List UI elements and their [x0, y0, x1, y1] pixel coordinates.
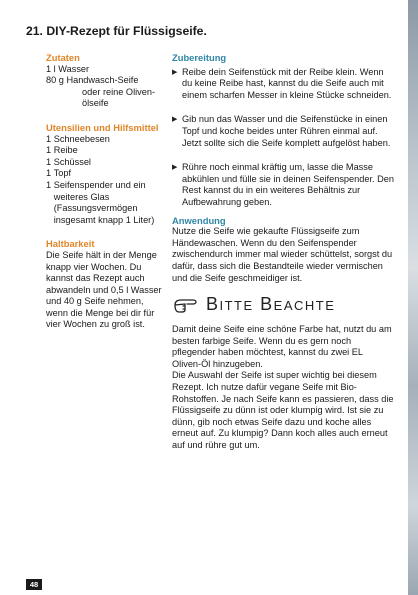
utensil-name: Reibe: [53, 145, 78, 156]
utensil-row: [46, 168, 164, 180]
section-utensilien: [46, 122, 164, 226]
haltbarkeit-heading: Haltbarkeit: [46, 238, 95, 250]
ingredient-continuation: oder reine Oliven-ölseife: [82, 86, 156, 109]
step-text: Gib nun das Wasser und die Seifenstücke in einen Topf und koche beides unter Rühren einmal auf. Jetzt sollte sich die Seife komplett aufgelöst haben.: [182, 114, 391, 148]
ingredient-qty: 1 l: [46, 63, 56, 74]
step-item: [172, 67, 394, 102]
left-column: [46, 52, 164, 343]
haltbarkeit-text: Die Seife hält in der Menge knapp vier Wochen. Du kannst das Rezept auch abwandeln und 0,5 l Wasser und 40 g Seife nehmen, wenn die Menge bei dir für vier Wochen zu groß ist.: [46, 249, 162, 330]
note-paragraph: Die Auswahl der Seife ist super wichtig bei diesem Rezept. Ich nutze dafür vegane Seife mit Bio-Rohstoffen. Je nach Seife kann es passieren, dass die Flüssigseife zu dünn ist oder klumpig wird. Ist sie zu dünn, gib noch etwas Seife dazu und koche alles erneut auf. Zu klumpig? Dann koch alles auch erneut auf und rühre gut um.: [172, 370, 394, 451]
anwendung-text: Nutze die Seife wie gekaufte Flüssigseife zum Händewaschen. Wenn du den Seifenspender zwischendurch immer mal wieder schüttelst, sorgst du dafür, dass sich die Bestandteile wieder vermischen und die Seife geschmeidiger ist.: [172, 226, 393, 283]
ingredient-qty: 80 g: [46, 75, 64, 86]
utensil-qty: 1: [46, 133, 52, 144]
page-title: 21. DIY-Rezept für Flüssigseife.: [26, 24, 207, 38]
note-header: [172, 292, 394, 318]
utensil-row: [46, 134, 164, 146]
section-zutaten: [46, 52, 164, 110]
utensil-qty: 1: [46, 168, 52, 179]
step-item: [172, 162, 394, 208]
utensil-row: [46, 180, 164, 226]
zubereitung-heading: Zubereitung: [172, 52, 227, 63]
anwendung-heading: Anwendung: [172, 214, 226, 226]
section-haltbarkeit: [46, 238, 164, 331]
utensil-qty: 1: [46, 179, 52, 190]
step-item: [172, 114, 394, 149]
utensil-name: Topf: [53, 168, 72, 179]
utensil-name: Seifenspender und ein weiteres Glas (Fassungsvermögen insgesamt knapp 1 Liter): [53, 179, 155, 225]
utensil-name: Schneebesen: [53, 133, 110, 144]
step-text: Rühre noch einmal kräftig um, lasse die Masse abkühlen und fülle sie in deinen Seifenspender. Den Rest kannst du in ein weiteres Behältnis zur Aufbewahrung geben.: [182, 162, 394, 207]
triangle-bullet-icon: ▶: [172, 164, 178, 172]
adjacent-page-edge: [408, 0, 418, 595]
zutaten-heading: Zutaten: [46, 52, 80, 63]
ingredient-name: Handwasch-Seife: [66, 75, 139, 86]
utensil-qty: 1: [46, 145, 52, 156]
ingredient-row: [46, 75, 164, 87]
step-text: Reibe dein Seifenstück mit der Reibe klein. Wenn du keine Reibe hast, kannst du die Seife auch mit einem scharfen Messer in kleine Stücke schneiden.: [182, 66, 392, 100]
pointing-hand-icon: [172, 296, 200, 314]
utensil-row: [46, 145, 164, 157]
utensil-name: Schüssel: [53, 156, 91, 167]
utensil-qty: 1: [46, 156, 52, 167]
note-heading: Bitte Beachte: [206, 294, 336, 315]
page-number: 48: [26, 579, 42, 590]
note-paragraph: Damit deine Seife eine schöne Farbe hat, nutzt du am besten farbige Seife. Wenn du es gern noch pflegender haben möchtest, kannst du zwei EL Oliven-Öl hinzugeben.: [172, 324, 392, 369]
utensil-row: [46, 157, 164, 169]
ingredient-row: [46, 64, 164, 76]
ingredient-name: Wasser: [58, 63, 90, 74]
triangle-bullet-icon: ▶: [172, 68, 178, 76]
triangle-bullet-icon: ▶: [172, 116, 178, 124]
right-column: [172, 52, 394, 452]
utensilien-heading: Utensilien und Hilfsmittel: [46, 121, 159, 133]
